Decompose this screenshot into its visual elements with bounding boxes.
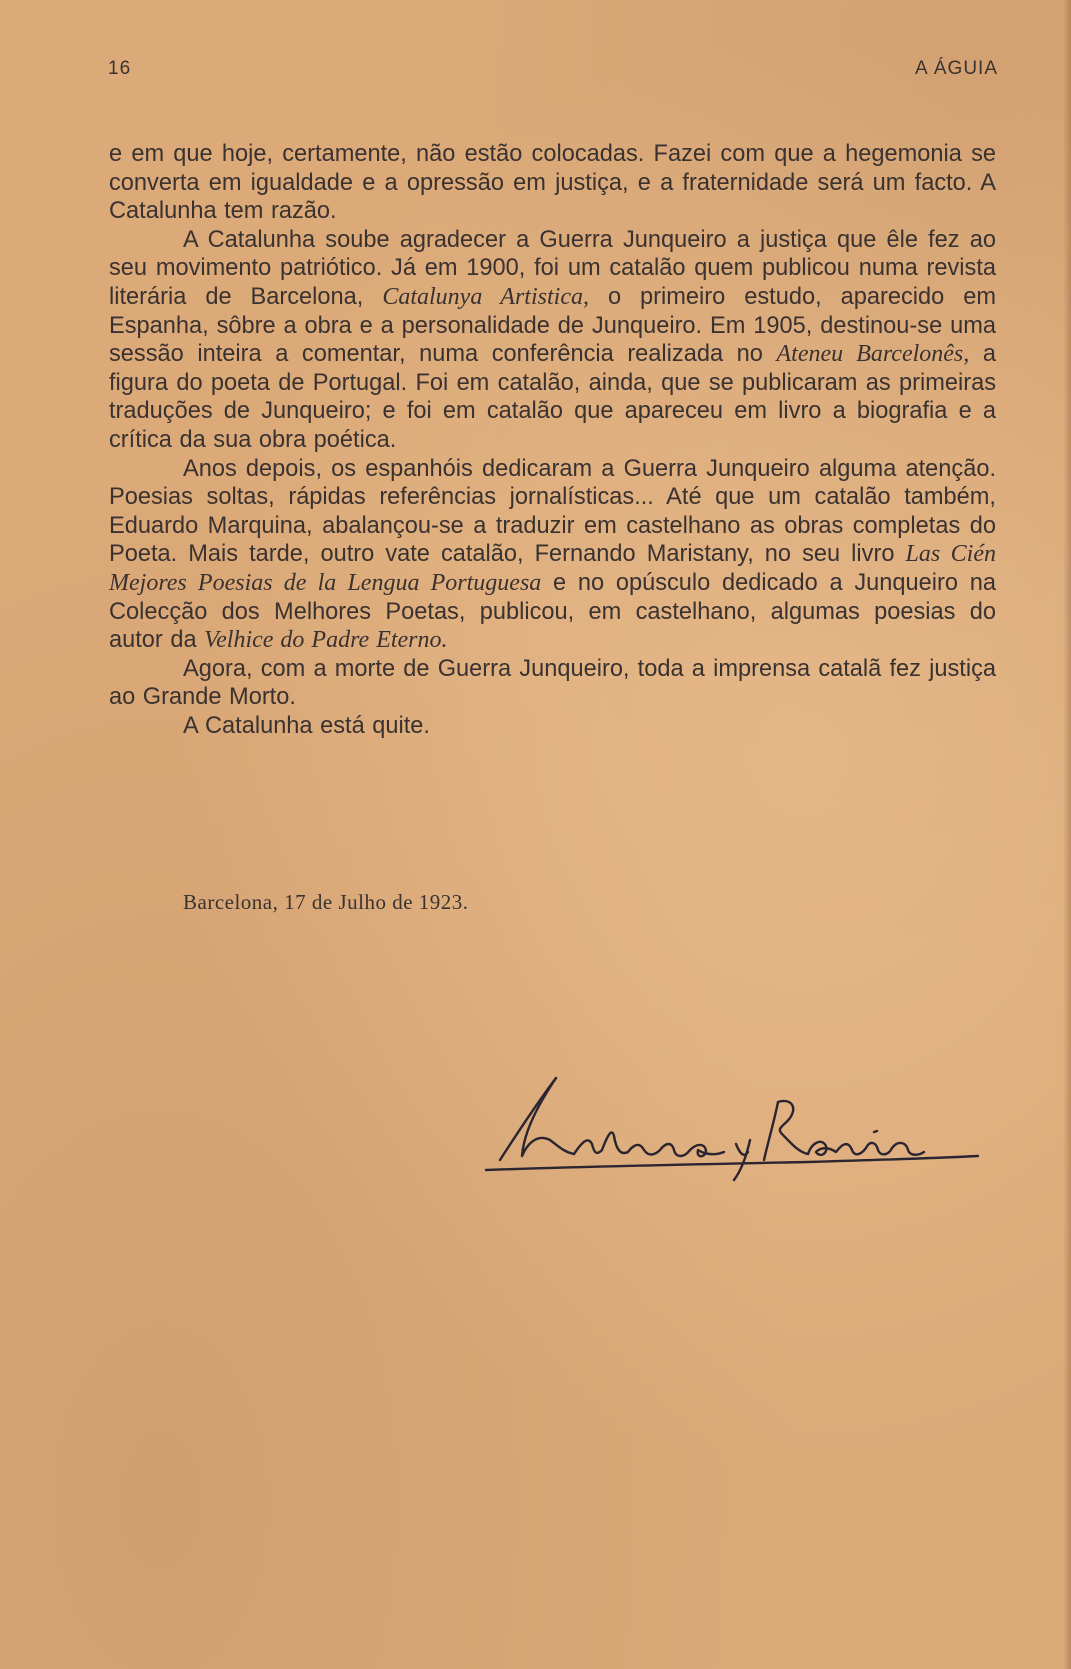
paragraph-2-text-a: A Catalunha soube agradecer a Guerra Junqueiro a justiça que êle fez ao seu movimento patriótico. Já em 1900, foi um catalão quem publicou numa revista literária de Barcelona, (109, 226, 996, 310)
paragraph-2 (109, 226, 996, 455)
paragraph-5 (109, 712, 996, 741)
paragraph-2-text-c: a figura do poeta de Portugal. Foi em catalão, ainda, que se publicaram as primeiras traduções de Junqueiro; e foi em catalão que apareceu em livro a biografia e a crítica da sua obra poética. (109, 341, 996, 453)
paragraph-3-text-a: Anos depois, os espanhóis dedicaram a Guerra Junqueiro alguma atenção. Poesias soltas, rápidas referências jornalísticas... Até que um catalão também, Eduardo Marquina, abalançou-se a traduzir em castelhano as obras completas do Poeta. Mais tarde, outro vate catalão, Fernando Maristany, no seu livro (109, 455, 996, 568)
running-header (108, 58, 998, 88)
paragraph-3-text-b: e no opúsculo dedicado a Junqueiro na Colecção dos Melhores Poetas, publicou, em castelhano, algumas poesias do autor da (109, 569, 996, 654)
title-cien-mejores-poesias: Las Cién Mejores Poesias de la Lengua Portuguesa (109, 541, 997, 596)
paragraph-1 (109, 140, 996, 226)
paragraph-4-text: Agora, com a morte de Guerra Junqueiro, toda a imprensa catalã fez justiça ao Grande Morto. (109, 655, 996, 711)
paragraph-4 (109, 655, 996, 712)
paragraph-3 (109, 455, 996, 655)
page-number: 16 (108, 58, 132, 79)
paragraph-2-text-b: o primeiro estudo, aparecido em Espanha, sôbre a obra e a personalidade de Junqueiro. Em 1905, destinou-se uma sessão inteira a comentar, numa conferência realizada no (109, 283, 996, 368)
title-ateneu-barcelones: Ateneu Barcelonês, (776, 341, 970, 368)
title-catalunya-artistica: Catalunya Artistica, (382, 283, 589, 310)
paragraph-5-text: A Catalunha está quite. (183, 712, 430, 739)
title-velhice-padre-eterno: Velhice do Padre Eterno. (204, 627, 448, 654)
journal-title: A ÁGUIA (914, 58, 998, 79)
handwritten-signature (478, 1072, 988, 1184)
dateline: Barcelona, 17 de Julho de 1923. (183, 890, 469, 914)
page-edge-shadow (1063, 0, 1071, 1669)
article-body (109, 140, 996, 740)
paragraph-1-text: e em que hoje, certamente, não estão colocadas. Fazei com que a hegemonia se converta em igualdade e a opressão em justiça, e a fraternidade será um facto. A Catalunha tem razão. (109, 141, 996, 225)
